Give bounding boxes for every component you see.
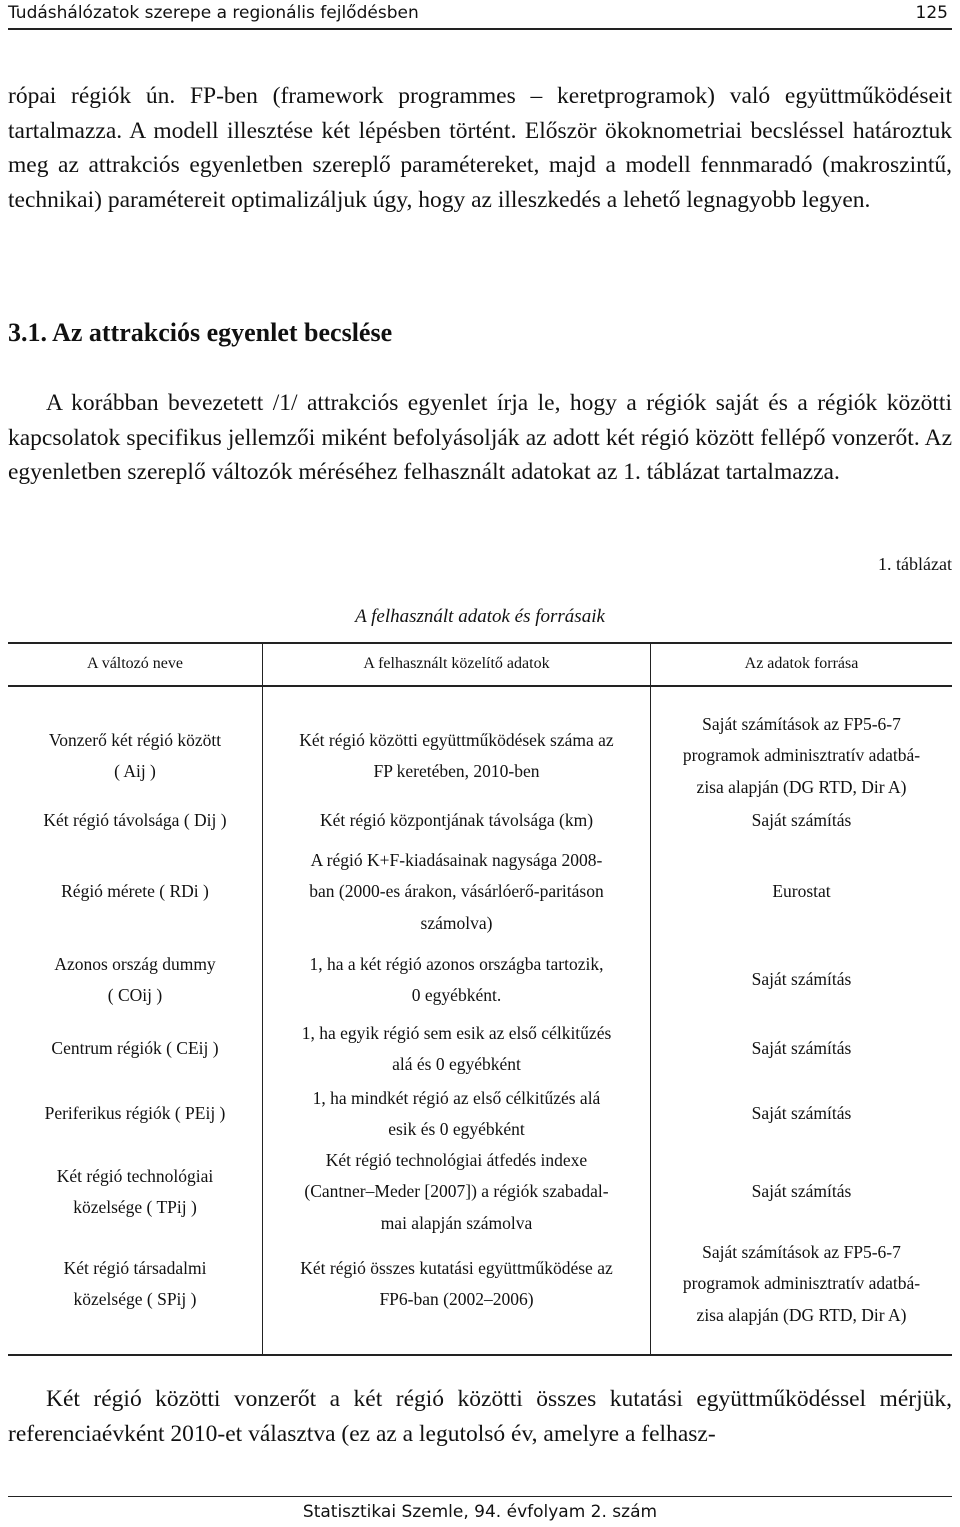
footer: Statisztikai Szemle, 94. évfolyam 2. szám [8, 1496, 952, 1527]
cell-text-line: közelsége ( TPij ) [73, 1197, 197, 1217]
cell-text-line: Saját számítás [751, 1038, 852, 1059]
cell-text-line: 0 egyébként. [411, 985, 502, 1005]
table-cell-proxy [263, 840, 650, 944]
header-proxy: A felhasznált közelítő adatok [363, 654, 550, 672]
cell-text-line: számolva) [420, 912, 493, 933]
cell-text-line: esik és 0 egyébként [388, 1119, 525, 1139]
cell-text-line: Két régió társadalmi [63, 1257, 207, 1278]
cell-text-line: 1, ha egyik régió sem esik az első célkitűzés [301, 1022, 612, 1043]
table-cell-source [651, 1016, 952, 1082]
data-sources-table [8, 642, 952, 1356]
table-cell-proxy [263, 944, 650, 1016]
cell-text-line: Saját számítások az FP5-6-7 [702, 713, 901, 734]
table-cell-proxy [263, 1016, 650, 1082]
cell-text-line: ( COij ) [107, 985, 163, 1005]
cell-text-line: Saját számítás [751, 969, 852, 990]
table-bottom-rule [8, 1354, 952, 1356]
table-cell-source [651, 944, 952, 1016]
cell-text-line: Két régió technológiai átfedés indexe [325, 1149, 588, 1170]
cell-text-line: ( Aij ) [114, 761, 156, 781]
cell-text-line: ban (2000-es árakon, vásárlóerő-paritáson [309, 881, 604, 902]
cell-text-line: Saját számítások az FP5-6-7 [702, 1241, 901, 1262]
section-heading: 3.1. Az attrakciós egyenlet becslése [8, 318, 393, 347]
cell-text-line: (Cantner–Meder [2007]) a régiók szabadal- [304, 1181, 609, 1202]
cell-text-line: Saját számítás [751, 1103, 852, 1124]
cell-text-line: Centrum régiók ( CEij ) [51, 1038, 219, 1059]
table-cell-proxy [263, 1238, 650, 1330]
table-header-rule [8, 685, 952, 687]
header-source: Az adatok forrása [744, 654, 859, 672]
header-variable: A változó neve [87, 654, 183, 672]
table-caption: A felhasznált adatok és forrásaik [355, 606, 605, 627]
table-cell-variable [8, 1016, 262, 1082]
table-cell-source [651, 710, 952, 802]
intro-paragraph: rópai régiók ún. FP-ben (framework programmes – keretprogramok) való együttműködéseit tartalmazza. A modell illesztése két lépésben történt. Először ökoknometriai becsléssel határoztuk meg az attrakciós egyenletben szereplő paramétereket, majd a modell fennmaradó (makroszintű, technikai) paramétereit optimalizáljuk úgy, hogy az illeszkedés a lehető legnagyobb legyen. [8, 83, 952, 213]
table-cell-proxy [263, 802, 650, 840]
cell-text-line: A régió K+F-kiadásainak nagysága 2008- [310, 849, 603, 870]
cell-text-line: Két régió összes kutatási együttműködése az [300, 1257, 613, 1278]
table-cell-source [651, 1238, 952, 1330]
cell-text-line: FP keretében, 2010-ben [373, 761, 540, 781]
section-paragraph: A korábban bevezetett /1/ attrakciós egyenlet írja le, hogy a régiók saját és a régiók közötti kapcsolatok specifikus jellemzői miként befolyásolják az adott két régió között fellépő vonzerőt. Az egyenletben szereplő változók méréséhez felhasznált adatokat az 1. táblázat tartalmazza. [8, 390, 952, 485]
cell-text-line: Két régió közötti együttműködések száma az [299, 729, 614, 750]
cell-text-line: Periferikus régiók ( PEij ) [44, 1103, 226, 1124]
cell-text-line: Saját számítás [751, 1181, 852, 1202]
running-header [8, 0, 952, 30]
cell-text-line: zisa alapján (DG RTD, Dir A) [696, 1304, 907, 1325]
table-cell-source [651, 802, 952, 840]
cell-text-line: Eurostat [772, 881, 831, 902]
table-cell-variable [8, 1082, 262, 1146]
cell-text-line: alá és 0 egyébként [392, 1054, 521, 1074]
table-cell-proxy [263, 1146, 650, 1238]
table-cell-source [651, 1082, 952, 1146]
page-number: 125 [915, 3, 948, 23]
cell-text-line: FP6-ban (2002–2006) [379, 1289, 534, 1309]
table-cell-source [651, 1146, 952, 1238]
cell-text-line: Azonos ország dummy [54, 953, 216, 974]
cell-text-line: Két régió technológiai [56, 1165, 214, 1186]
running-header-title: Tudáshálózatok szerepe a regionális fejlődésben [8, 3, 419, 23]
cell-text-line: mai alapján számolva [380, 1212, 533, 1233]
table-cell-variable [8, 802, 262, 840]
table-cell-variable [8, 840, 262, 944]
cell-text-line: Két régió központjának távolsága (km) [319, 810, 594, 831]
cell-text-line: Saját számítás [751, 810, 852, 831]
closing-paragraph: Két régió közötti vonzerőt a két régió közötti összes kutatási együttműködéssel mérjük, referenciaévként 2010-et választva (ez az a legutolsó év, amelyre a felhasz- [8, 1386, 952, 1447]
table-cell-variable [8, 944, 262, 1016]
cell-text-line: Két régió távolsága ( Dij ) [43, 810, 227, 831]
table-cell-variable [8, 710, 262, 802]
table-cell-proxy [263, 1082, 650, 1146]
cell-text-line: programok adminisztratív adatbá- [682, 1273, 921, 1294]
table-cell-proxy [263, 710, 650, 802]
cell-text-line: programok adminisztratív adatbá- [682, 745, 921, 766]
cell-text-line: 1, ha mindkét régió az első célkitűzés alá [312, 1087, 601, 1108]
table-cell-variable [8, 1238, 262, 1330]
cell-text-line: Vonzerő két régió között [48, 729, 222, 750]
cell-text-line: Régió mérete ( RDi ) [61, 881, 209, 902]
cell-text-line: 1, ha a két régió azonos országba tartozik, [309, 953, 604, 974]
table-cell-variable [8, 1146, 262, 1238]
table-cell-source [651, 840, 952, 944]
cell-text-line: közelsége ( SPij ) [73, 1289, 197, 1309]
table-label: 1. táblázat [878, 554, 952, 574]
cell-text-line: zisa alapján (DG RTD, Dir A) [696, 776, 907, 797]
